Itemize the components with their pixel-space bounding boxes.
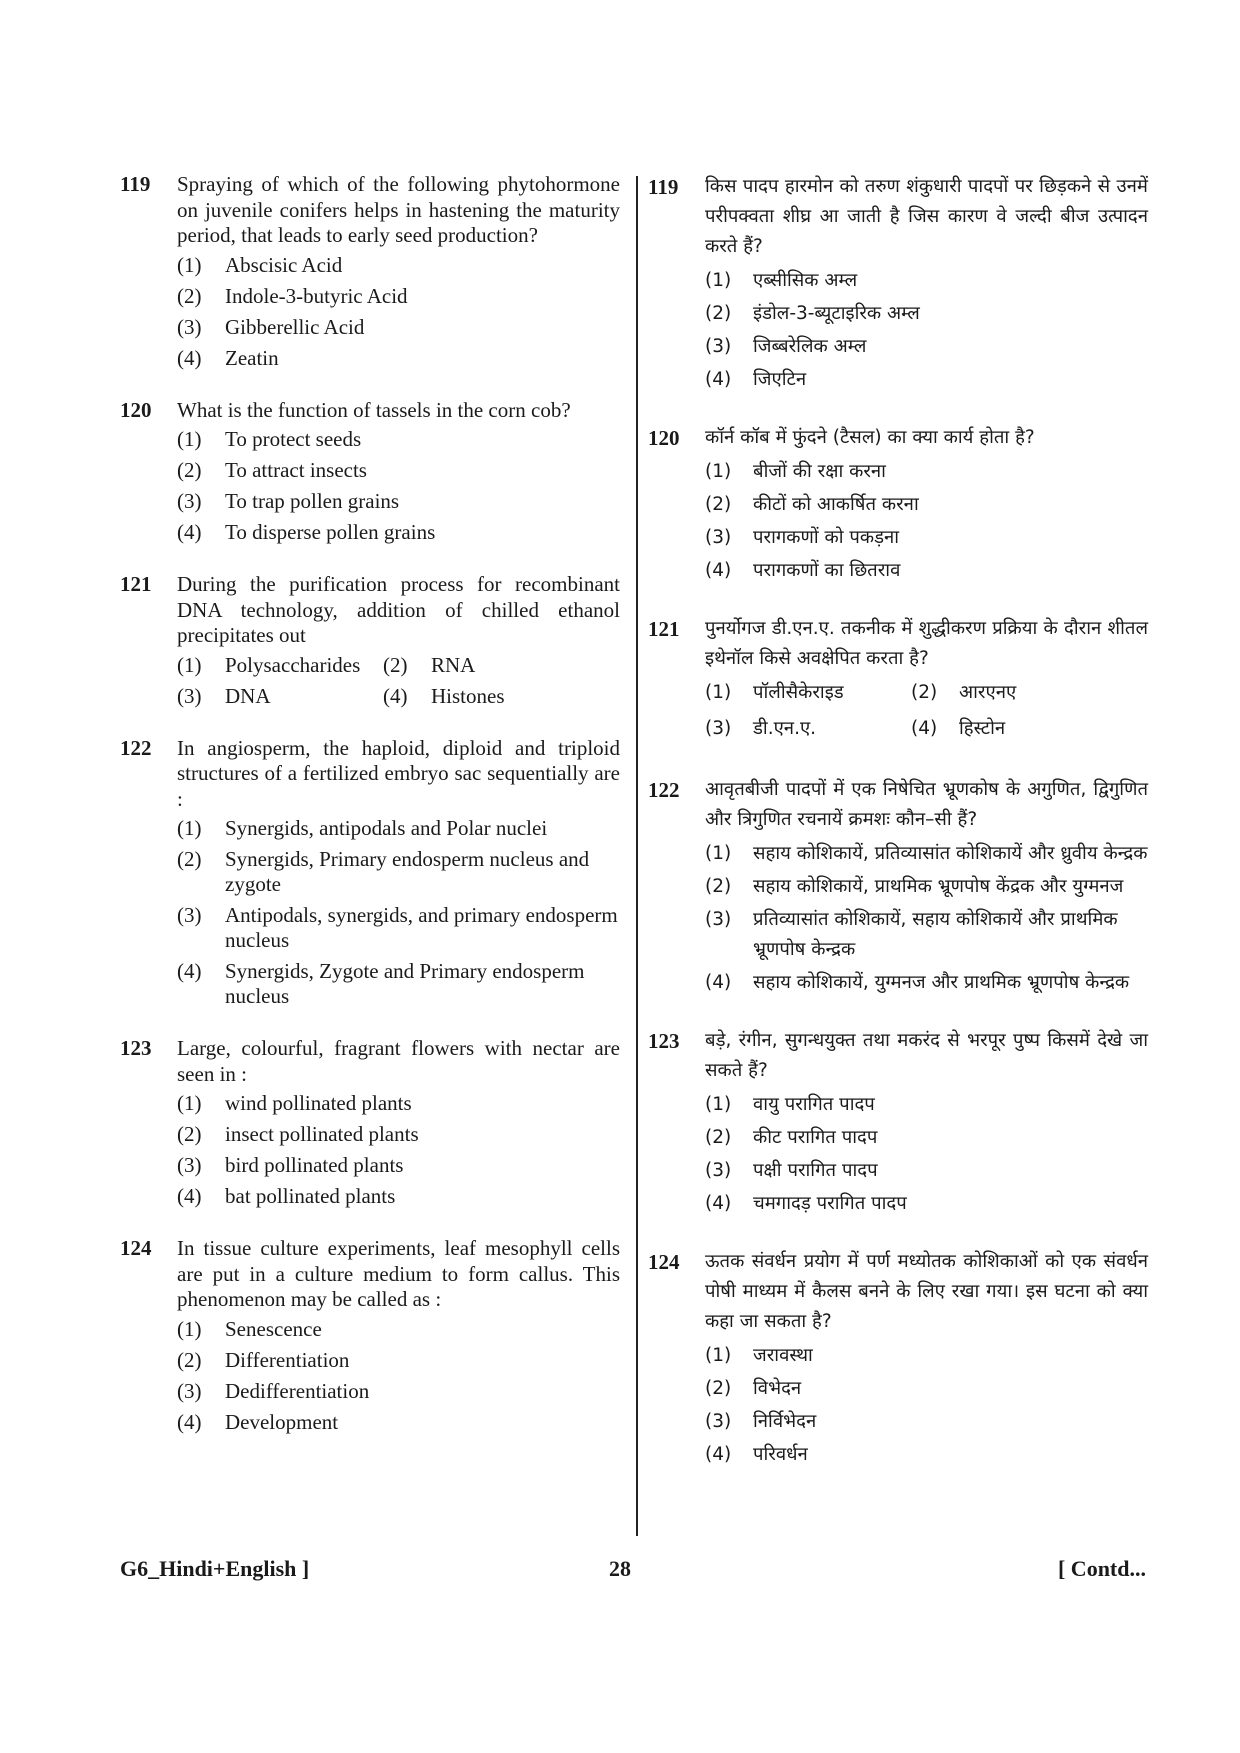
option-text: परागकणों को पकड़ना — [753, 527, 900, 548]
option-text: कीट परागित पादप — [753, 1127, 878, 1148]
option-text: RNA — [431, 652, 476, 677]
option-number: (1) — [177, 427, 202, 451]
option-number: (3) — [177, 489, 202, 513]
option-text: Dedifferentiation — [225, 1378, 370, 1403]
option-text: जिब्बरेलिक अम्ल — [753, 336, 867, 357]
option-number: (1) — [705, 1094, 732, 1115]
option — [177, 816, 620, 841]
option-number: (2) — [911, 682, 938, 703]
option-text: कीटों को आकर्षित करना — [753, 494, 919, 515]
option-text: Polysaccharides — [225, 652, 361, 677]
option-text: एब्सीसिक अम्ल — [753, 270, 858, 291]
option-number: (4) — [177, 345, 202, 370]
option-number: (2) — [705, 1127, 732, 1148]
option-text: पक्षी परागित पादप — [753, 1160, 878, 1181]
question-121 — [120, 572, 620, 709]
option — [705, 1189, 1148, 1219]
option-text: परागकणों का छितराव — [753, 560, 901, 581]
options-list — [705, 457, 1148, 586]
question-text: ऊतक संवर्धन प्रयोग में पर्ण मध्योतक कोशिकाओं को एक संवर्धन पोषी माध्यम में कैलस बनने के लिए रखा गया। इस घटना को क्या कहा जा सकता है? — [705, 1251, 1148, 1332]
option-text: Development — [225, 1409, 339, 1434]
option-number: (4) — [705, 560, 732, 581]
option — [705, 332, 1148, 362]
question-number: 123 — [120, 1036, 152, 1060]
option-text: Differentiation — [225, 1347, 350, 1372]
option — [177, 959, 620, 1009]
option-number: (4) — [705, 369, 732, 390]
hindi-column — [648, 172, 1148, 1498]
question-123 — [120, 1036, 620, 1209]
question-text: What is the function of tassels in the corn cob? — [177, 397, 571, 422]
option-number: (1) — [177, 816, 202, 840]
option-number: (3) — [705, 718, 732, 739]
option-text: सहाय कोशिकायें, प्रतिव्यासांत कोशिकायें और ध्रुवीय केन्द्रक — [753, 843, 1148, 864]
question-text: पुनर्योगज डी.एन.ए. तकनीक में शुद्धीकरण प्रक्रिया के दौरान शीतल इथेनॉल किसे अवक्षेपित करता है? — [705, 618, 1148, 669]
options-list — [705, 1341, 1148, 1470]
option — [177, 1184, 620, 1209]
option — [383, 684, 583, 709]
option-text: Gibberellic Acid — [225, 314, 365, 339]
options-list — [705, 1090, 1148, 1219]
options-list — [177, 1091, 620, 1209]
option-text: Zeatin — [225, 345, 279, 370]
option-text: वायु परागित पादप — [753, 1094, 875, 1115]
option — [177, 520, 620, 545]
option — [705, 523, 1148, 553]
option-text: DNA — [225, 683, 271, 708]
option-text: डी.एन.ए. — [753, 718, 817, 739]
question-number: 122 — [648, 778, 680, 802]
option-number: (3) — [177, 1378, 202, 1403]
question-text: Spraying of which of the following phytohormone on juvenile conifers helps in hastening the maturity period, that leads to early seed production? — [177, 172, 620, 247]
column-divider — [636, 176, 638, 1536]
option — [177, 1122, 620, 1147]
option-number: (4) — [911, 718, 938, 739]
option-text: विभेदन — [753, 1378, 802, 1399]
option — [177, 1153, 620, 1178]
option-number: (1) — [705, 270, 732, 291]
option-text: Senescence — [225, 1316, 322, 1341]
option — [705, 556, 1148, 586]
question-text: आवृतबीजी पादपों में एक निषेचित भ्रूणकोष के अगुणित, द्विगुणित और त्रिगुणित रचनायें क्रमशः कौन–सी हैं? — [705, 779, 1148, 830]
option — [177, 284, 620, 309]
option-number: (1) — [705, 461, 732, 482]
option — [705, 1440, 1148, 1470]
option-number: (4) — [177, 959, 202, 983]
option — [177, 1091, 620, 1116]
option — [911, 714, 1111, 744]
option — [177, 653, 383, 678]
question-text: किस पादप हारमोन को तरुण शंकुधारी पादपों पर छिड़कने से उनमें परीपक्वता शीघ्र आ जाती है जिस कारण वे जल्दी बीज उत्पादन करते हैं? — [705, 176, 1148, 257]
question-number: 121 — [120, 572, 152, 596]
option-number: (3) — [705, 336, 732, 357]
option-text: Synergids, Zygote and Primary endosperm nucleus — [225, 959, 585, 1008]
options-list — [705, 839, 1148, 998]
option-number: (2) — [705, 303, 732, 324]
question-number: 120 — [120, 397, 152, 422]
question-124-hindi — [648, 1247, 1148, 1470]
option — [705, 714, 911, 744]
option — [705, 299, 1148, 329]
options-list — [177, 1317, 620, 1435]
option-number: (2) — [177, 847, 202, 871]
option-text: Indole-3-butyric Acid — [225, 283, 408, 308]
option — [177, 458, 620, 483]
option-number: (1) — [177, 1091, 202, 1115]
question-text: कॉर्न कॉब में फुंदने (टैसल) का क्या कार्य होता है? — [705, 427, 1035, 448]
option-number: (4) — [705, 972, 732, 993]
option-number: (1) — [177, 252, 202, 277]
option — [705, 365, 1148, 395]
option-text: पॉलीसैकेराइड — [753, 682, 844, 703]
question-119-hindi — [648, 172, 1148, 395]
option-text: निर्विभेदन — [753, 1411, 817, 1432]
option — [177, 1317, 620, 1342]
question-number: 119 — [120, 172, 151, 196]
option-text: Synergids, Primary endosperm nucleus and zygote — [225, 847, 590, 896]
question-number: 124 — [648, 1250, 680, 1274]
option-text: Histones — [431, 683, 505, 708]
option — [177, 847, 620, 897]
option-number: (4) — [177, 1409, 202, 1434]
option-number: (4) — [383, 683, 408, 708]
option-text: Antipodals, synergids, and primary endosperm nucleus — [225, 903, 618, 952]
question-text: In angiosperm, the haploid, diploid and triploid structures of a fertilized embryo sac sequentially are : — [177, 735, 620, 811]
question-number: 121 — [648, 617, 680, 641]
question-119 — [120, 172, 620, 371]
question-124 — [120, 1236, 620, 1435]
option — [705, 905, 1148, 965]
option-text: सहाय कोशिकायें, युग्मनज और प्राथमिक भ्रूणपोष केन्द्रक — [753, 972, 1130, 993]
option — [383, 653, 583, 678]
option-text: परिवर्धन — [753, 1444, 808, 1465]
question-number: 124 — [120, 1236, 152, 1260]
option-number: (3) — [177, 903, 202, 927]
option — [705, 490, 1148, 520]
option-text: सहाय कोशिकायें, प्राथमिक भ्रूणपोष केंद्रक और युग्मनज — [753, 876, 1124, 897]
option-text: To trap pollen grains — [225, 489, 400, 513]
option-text: प्रतिव्यासांत कोशिकायें, सहाय कोशिकायें और प्राथमिक भ्रूणपोष केन्द्रक — [753, 909, 1118, 960]
options-list — [705, 266, 1148, 395]
option — [177, 489, 620, 514]
question-number: 119 — [648, 175, 679, 199]
question-123-hindi — [648, 1026, 1148, 1219]
option-number: (3) — [177, 314, 202, 339]
question-120-hindi — [648, 423, 1148, 586]
option-text: जरावस्था — [753, 1345, 813, 1366]
question-text: In tissue culture experiments, leaf mesophyll cells are put in a culture medium to form callus. This phenomenon may be called as : — [177, 1236, 620, 1311]
option-number: (4) — [705, 1193, 732, 1214]
option-text: bird pollinated plants — [225, 1153, 404, 1177]
option-number: (4) — [177, 520, 202, 544]
footer-continued: [ Contd... — [1057, 1556, 1146, 1581]
option-number: (4) — [177, 1184, 202, 1208]
question-120 — [120, 398, 620, 546]
option-number: (3) — [177, 1153, 202, 1177]
option — [177, 1348, 620, 1373]
option — [177, 346, 620, 371]
option-number: (1) — [705, 682, 732, 703]
options-list — [177, 427, 620, 545]
option — [705, 266, 1148, 296]
option-text: जिएटिन — [753, 369, 807, 390]
option-text: इंडोल-3-ब्यूटाइरिक अम्ल — [753, 303, 920, 324]
option-number: (2) — [177, 1122, 202, 1146]
option — [705, 678, 911, 708]
option-number: (2) — [383, 652, 408, 677]
option — [177, 903, 620, 953]
option-number: (2) — [705, 876, 732, 897]
option-text: आरएनए — [959, 682, 1017, 703]
option — [705, 1407, 1148, 1437]
option-text: बीजों की रक्षा करना — [753, 461, 886, 482]
option — [705, 839, 1148, 869]
option-text: wind pollinated plants — [225, 1091, 412, 1115]
option-text: Synergids, antipodals and Polar nuclei — [225, 816, 548, 840]
options-list — [177, 816, 620, 1009]
option-number: (3) — [177, 683, 202, 708]
option — [705, 968, 1148, 998]
footer-paper-code: G6_Hindi+English ] — [120, 1556, 310, 1581]
option-number: (1) — [177, 652, 202, 677]
option-text: हिस्टोन — [959, 718, 1006, 739]
option — [705, 1156, 1148, 1186]
option-number: (2) — [177, 458, 202, 482]
option-number: (4) — [705, 1444, 732, 1465]
option — [177, 1410, 620, 1435]
option-text: bat pollinated plants — [225, 1184, 396, 1208]
english-column — [120, 172, 620, 1462]
options-list — [705, 678, 1148, 747]
options-list — [177, 653, 620, 709]
option-text: To protect seeds — [225, 427, 362, 451]
option-number: (1) — [705, 1345, 732, 1366]
option-text: insect pollinated plants — [225, 1122, 419, 1146]
option — [177, 315, 620, 340]
question-text: बड़े, रंगीन, सुगन्धयुक्त तथा मकरंद से भरपूर पुष्प किसमें देखे जा सकते हैं? — [705, 1030, 1148, 1081]
footer-page-number: 28 — [609, 1556, 631, 1581]
option-number: (3) — [705, 527, 732, 548]
option-text: चमगादड़ परागित पादप — [753, 1193, 907, 1214]
question-number: 123 — [648, 1029, 680, 1053]
option-text: To disperse pollen grains — [225, 520, 436, 544]
question-number: 120 — [648, 426, 680, 450]
option — [177, 684, 383, 709]
option-text: Abscisic Acid — [225, 252, 343, 277]
options-list — [177, 253, 620, 371]
option-number: (3) — [705, 1411, 732, 1432]
question-number: 122 — [120, 735, 152, 760]
option-number: (1) — [177, 1316, 202, 1341]
option — [177, 253, 620, 278]
option — [705, 1123, 1148, 1153]
option — [911, 678, 1111, 708]
option-number: (2) — [177, 283, 202, 308]
option — [705, 1341, 1148, 1371]
option-number: (3) — [705, 1160, 732, 1181]
option-number: (3) — [705, 909, 732, 930]
option — [705, 1090, 1148, 1120]
question-122 — [120, 736, 620, 1010]
option-number: (2) — [705, 494, 732, 515]
option — [177, 1379, 620, 1404]
option — [705, 872, 1148, 902]
option — [705, 1374, 1148, 1404]
option-text: To attract insects — [225, 458, 367, 482]
question-121-hindi — [648, 614, 1148, 747]
question-122-hindi — [648, 775, 1148, 998]
question-text: During the purification process for recombinant DNA technology, addition of chilled ethanol precipitates out — [177, 572, 620, 647]
option — [177, 427, 620, 452]
option-number: (2) — [705, 1378, 732, 1399]
option-number: (2) — [177, 1347, 202, 1372]
option-number: (1) — [705, 843, 732, 864]
option — [705, 457, 1148, 487]
question-text: Large, colourful, fragrant flowers with nectar are seen in : — [177, 1036, 620, 1086]
